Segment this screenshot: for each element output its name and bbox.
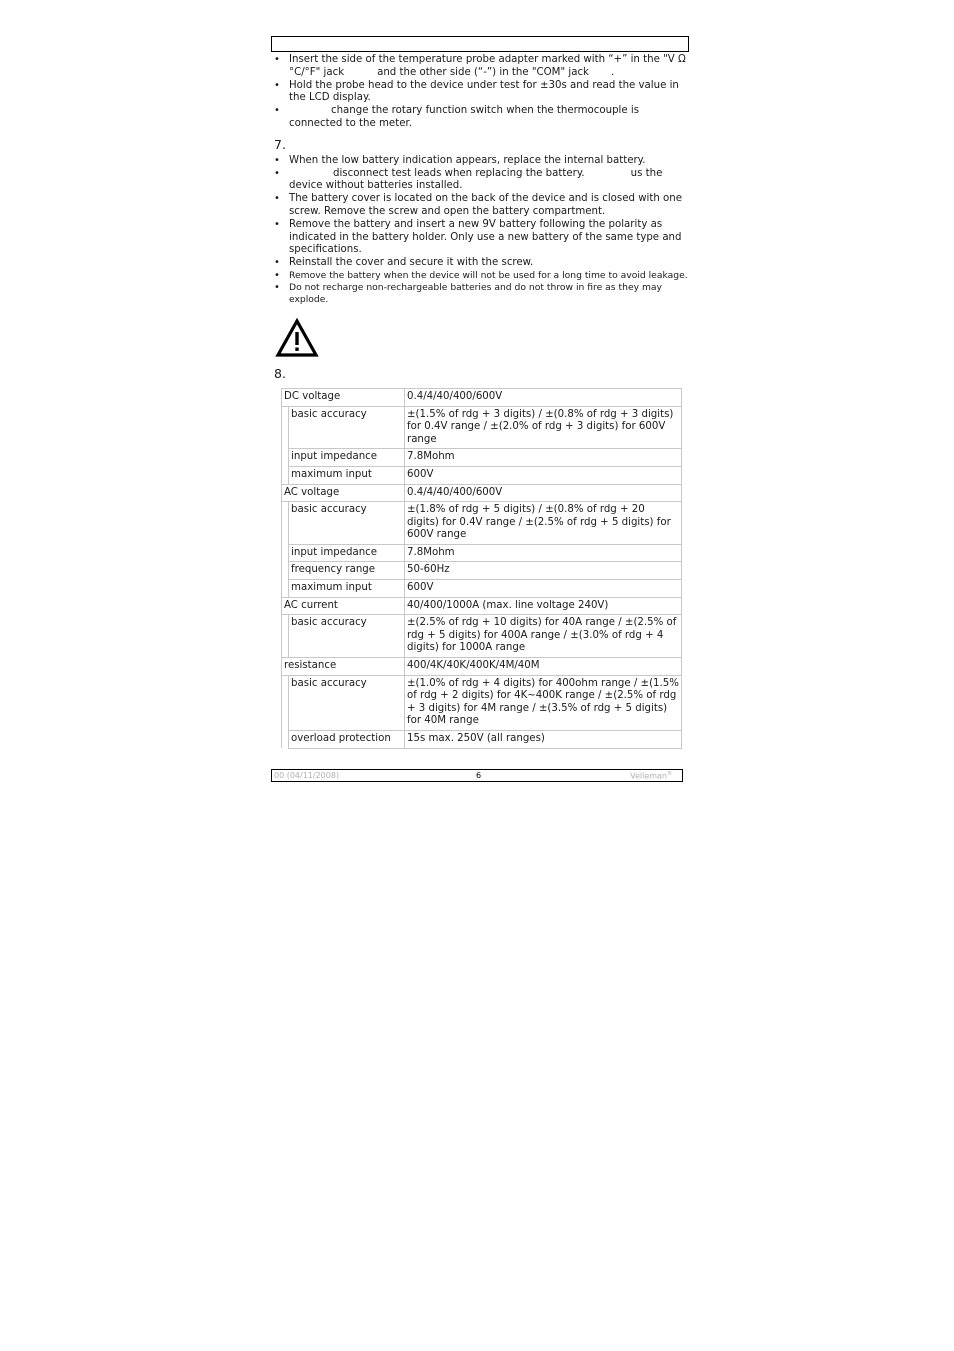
spec-label: basic accuracy bbox=[289, 675, 405, 730]
spec-value: 600V bbox=[405, 580, 682, 598]
temperature-steps bbox=[271, 54, 689, 131]
table-row bbox=[282, 544, 682, 562]
spec-value: 40/400/1000A (max. line voltage 240V) bbox=[405, 597, 682, 615]
spec-value: 7.8Mohm bbox=[405, 449, 682, 467]
spec-category: AC voltage bbox=[282, 484, 405, 502]
table-row bbox=[282, 502, 682, 545]
table-row bbox=[282, 731, 682, 749]
list-item: • Remove the battery and insert a new 9V battery following the polarity as indicated in the battery holder. Only use a new battery of the same type and specifications. bbox=[271, 219, 689, 257]
spec-value: 50-60Hz bbox=[405, 562, 682, 580]
list-item: • change the rotary function switch when the thermocouple is connected to the meter. bbox=[271, 105, 689, 131]
table-row bbox=[282, 580, 682, 598]
spec-category: DC voltage bbox=[282, 388, 405, 406]
table-row bbox=[282, 658, 682, 676]
spec-label: maximum input bbox=[289, 580, 405, 598]
table-row bbox=[282, 675, 682, 730]
spec-category: AC current bbox=[282, 597, 405, 615]
list-item: • Hold the probe head to the device under test for ±30s and read the value in the LCD display. bbox=[271, 80, 689, 106]
list-item: • The battery cover is located on the back of the device and is closed with one screw. Remove the screw and open the battery compartment. bbox=[271, 193, 689, 219]
spec-label: basic accuracy bbox=[289, 502, 405, 545]
page-footer bbox=[271, 769, 683, 782]
spec-value: ±(1.8% of rdg + 5 digits) / ±(0.8% of rdg + 20 digits) for 0.4V range / ±(2.5% of rdg + 5 digits) for 600V range bbox=[405, 502, 682, 545]
list-item: • Do not recharge non-rechargeable batteries and do not throw in fire as they may explode. bbox=[271, 282, 689, 306]
spec-label: basic accuracy bbox=[289, 615, 405, 658]
spec-label: maximum input bbox=[289, 466, 405, 484]
battery-steps bbox=[271, 155, 689, 306]
spec-value: ±(1.5% of rdg + 3 digits) / ±(0.8% of rdg + 3 digits) for 0.4V range / ±(2.0% of rdg + 3 digits) for 600V range bbox=[405, 406, 682, 449]
table-row bbox=[282, 466, 682, 484]
list-item: • Insert the side of the temperature probe adapter marked with “+” in the "V Ω °C/°F" jack and the other side (“-”) in the "COM" jack . bbox=[271, 54, 689, 80]
spec-label: frequency range bbox=[289, 562, 405, 580]
spec-value: ±(2.5% of rdg + 10 digits) for 40A range / ±(2.5% of rdg + 5 digits) for 400A range / ±(3.0% of rdg + 4 digits) for 1000A range bbox=[405, 615, 682, 658]
spec-value: 600V bbox=[405, 466, 682, 484]
page-number: 6 bbox=[476, 771, 482, 780]
spec-value: 400/4K/40K/400K/4M/40M bbox=[405, 658, 682, 676]
specifications-table bbox=[281, 388, 682, 749]
section-heading-7: 7. bbox=[274, 136, 286, 152]
spec-category: resistance bbox=[282, 658, 405, 676]
spec-value: ±(1.0% of rdg + 4 digits) for 400ohm range / ±(1.5% of rdg + 2 digits) for 4K~400K range / ±(2.5% of rdg + 3 digits) for 4M range / ±(3.5% of rdg + 5 digits) for 40M range bbox=[405, 675, 682, 730]
spec-value: 0.4/4/40/400/600V bbox=[405, 484, 682, 502]
footer-brand: Velleman® bbox=[630, 771, 672, 781]
warning-triangle-icon bbox=[275, 318, 319, 358]
spec-value: 0.4/4/40/400/600V bbox=[405, 388, 682, 406]
spec-value: 15s max. 250V (all ranges) bbox=[405, 731, 682, 749]
spec-label: overload protection bbox=[289, 731, 405, 749]
list-item: • Remove the battery when the device will not be used for a long time to avoid leakage. bbox=[271, 270, 689, 282]
header-box bbox=[271, 36, 689, 52]
table-row bbox=[282, 449, 682, 467]
list-item: • disconnect test leads when replacing the battery. us the device without batteries installed. bbox=[271, 168, 689, 194]
spec-label: basic accuracy bbox=[289, 406, 405, 449]
table-row bbox=[282, 597, 682, 615]
table-row bbox=[282, 406, 682, 449]
list-item: • Reinstall the cover and secure it with the screw. bbox=[271, 257, 689, 270]
table-row bbox=[282, 562, 682, 580]
table-row bbox=[282, 388, 682, 406]
list-item: • When the low battery indication appears, replace the internal battery. bbox=[271, 155, 689, 168]
section-heading-8: 8. bbox=[274, 365, 286, 381]
footer-revision: 00 (04/11/2008) bbox=[274, 771, 340, 780]
spec-label: input impedance bbox=[289, 544, 405, 562]
table-row bbox=[282, 615, 682, 658]
manual-page bbox=[271, 36, 689, 749]
spec-label: input impedance bbox=[289, 449, 405, 467]
spec-value: 7.8Mohm bbox=[405, 544, 682, 562]
table-row bbox=[282, 484, 682, 502]
